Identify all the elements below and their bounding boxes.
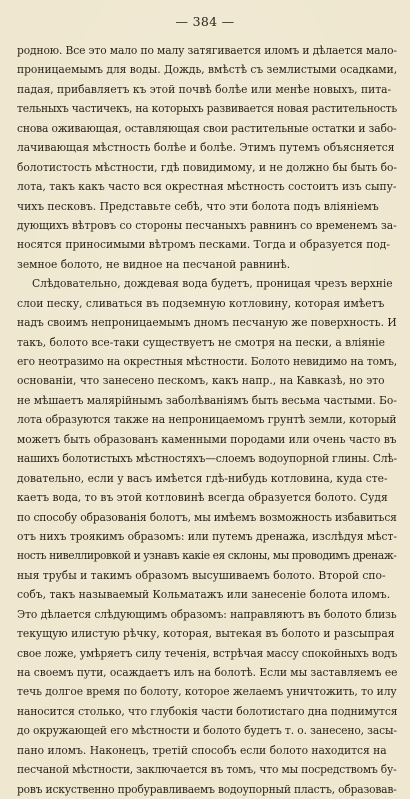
text-line: тельныхъ частичекъ, на которыхъ развивается новая растительность xyxy=(17,102,397,116)
text-line: можетъ быть образованъ каменными породами или очень часто въ xyxy=(17,432,397,446)
text-line: Это дѣлается слѣдующимъ образомъ: направляютъ въ болото близь xyxy=(17,607,397,621)
text-line: чихъ песковъ. Представьте себѣ, что эти болота подъ вліяніемъ xyxy=(17,199,379,213)
text-line: не мѣшаетъ малярійнымъ заболѣваніямъ быть весьма частыми. Бо- xyxy=(17,393,397,407)
text-line: ныя трубы и такимъ образомъ высушиваемъ болото. Второй спо- xyxy=(17,568,386,582)
text-line: нашихъ болотистыхъ мѣстностяхъ—слоемъ водоупорной глины. Слѣ- xyxy=(17,452,397,466)
text-line: наносится столько, что глубокія части болотистаго дна поднимутся xyxy=(17,704,398,718)
text-line: каетъ вода, то въ этой котловинѣ всегда образуется болото. Судя xyxy=(17,491,388,505)
text-line: родною. Все это мало по малу затягивается иломъ и дѣлается мало- xyxy=(17,44,397,57)
text-line: отъ нихъ троякимъ образомъ: или путемъ дренажа, изслѣдуя мѣст- xyxy=(17,529,397,543)
text-line: земное болото, не видное на песчаной равнинѣ. xyxy=(17,257,291,271)
text-line: проницаемымъ для воды. Дождь, вмѣстѣ съ землистыми осадками, xyxy=(17,63,398,77)
text-line: собъ, такъ называемый Кольматажъ или занесеніе болота иломъ. xyxy=(17,588,391,602)
page-number: — 384 — xyxy=(175,14,235,29)
text-line: снова оживающая, оставляющая свои растительные остатки и забо- xyxy=(17,121,397,135)
text-line: ровъ искуственно пробуравливаемъ водоупорный пластъ, образовав- xyxy=(17,782,397,796)
text-line: довательно, если у васъ имѣется гдѣ-нибудь котловина, куда сте- xyxy=(17,471,388,485)
text-line: текущую илистую рѣчку, которая, вытекая въ болото и разсыпрая xyxy=(17,627,395,641)
text-line: болотистость мѣстности, гдѣ повидимому, и не должно бы быть бо- xyxy=(17,160,397,174)
text-line: лота образуются также на непроницаемомъ грунтѣ земли, который xyxy=(17,413,397,427)
text-line: лачивающая мѣстность болѣе и болѣе. Этимъ путемъ объясняется xyxy=(17,141,395,155)
text-line: надъ своимъ непроницаемымъ дномъ песчаную же поверхность. И xyxy=(17,316,397,330)
body-text xyxy=(17,41,397,799)
text-line: дующихъ вѣтровъ со стороны песчаныхъ равнинъ со временемъ за- xyxy=(17,218,397,232)
text-line: лота, такъ какъ часто вся окрестная мѣстность состоитъ изъ сыпу- xyxy=(17,180,397,194)
text-line: пано иломъ. Наконецъ, третій способъ если болото находится на xyxy=(17,743,387,757)
text-line: Слѣдовательно, дождевая вода будетъ, проницая чрезъ верхніе xyxy=(32,277,393,291)
text-line: такъ, болото все-таки существуетъ не смотря на пески, а вліяніе xyxy=(17,335,385,349)
text-line: до окружающей его мѣстности и болото будетъ т. о. занесено, засы- xyxy=(17,724,397,738)
text-line: ность нивеллировкой и узнавъ какіе ея склоны, мы проводимъ дренаж- xyxy=(17,549,397,563)
text-line: основаніи, что занесено пескомъ, какъ напр., на Кавказѣ, но это xyxy=(17,374,385,388)
text-line: его неотразимо на окрестныя мѣстности. Болото невидимо на томъ, xyxy=(17,355,398,368)
text-line: по способу образованія болотъ, мы имѣемъ возможность избавиться xyxy=(17,510,397,524)
text-line: песчаной мѣстности, заключается въ томъ, что мы посредствомъ бу- xyxy=(17,763,397,777)
text-line: падая, прибавляетъ къ этой почвѣ болѣе или менѣе новыхъ, пита- xyxy=(17,82,392,96)
text-line: на своемъ пути, осаждаетъ илъ на болотѣ. Если мы заставляемъ ее xyxy=(17,666,398,679)
text-line: носятся приносимыми вѣтромъ песками. Тогда и образуется под- xyxy=(17,238,390,252)
text-line: слои песку, сливаться въ подземную котловину, которая имѣетъ xyxy=(17,296,385,310)
text-line: течь долгое время по болоту, которое желаемъ уничтожить, то илу xyxy=(17,685,397,699)
text-line: свое ложе, умѣряетъ силу теченія, встрѣчая массу спокойныхъ водъ xyxy=(17,646,398,660)
